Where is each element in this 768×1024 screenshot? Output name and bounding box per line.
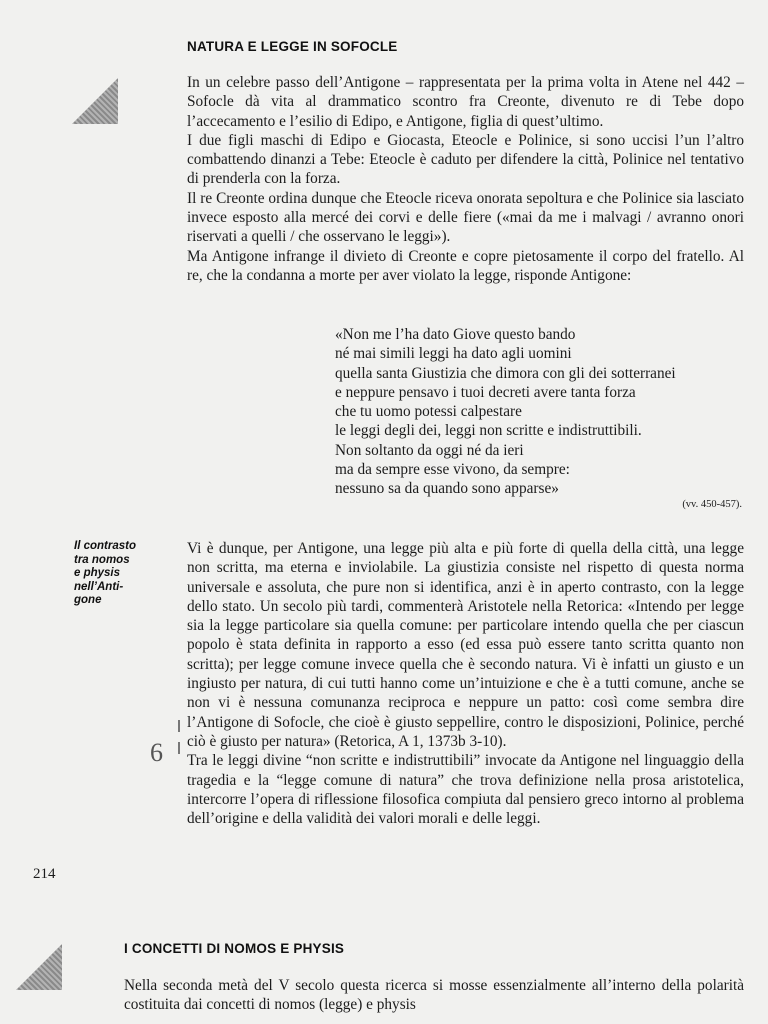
margin-note-line: e physis	[74, 567, 121, 580]
verse-quote	[335, 325, 755, 499]
section-heading: NATURA E LEGGE IN SOFOCLE	[187, 39, 398, 54]
paragraph: I due figli maschi di Edipo e Giocasta, Eteocle e Polinice, si sono uccisi l’un l’altro combattendo dinanzi a Tebe: Eteocle è caduto per difendere la città, Polinice nel tentativo di prenderla con la forza.	[187, 131, 744, 188]
margin-note-line: gone	[74, 594, 102, 607]
paragraph: Il re Creonte ordina dunque che Eteocle riceva onorata sepoltura e che Polinice sia lasciato invece esposto alla mercé dei corvi e delle fiere («mai da me i malvagi / avranno onori riservati a quelli / che osservano le leggi»).	[187, 189, 744, 246]
corner-marker-icon	[16, 944, 62, 990]
paragraph: Tra le leggi divine “non scritte e indistruttibili” invocate da Antigone nel linguaggio della tragedia e la “legge comune di natura” che trova definizione nella prosa aristotelica, intercorre l’opera di riflessione filosofica compiuta dal pensiero greco intorno al problema dell’origine e della validità dei valori morali e delle leggi.	[187, 752, 744, 828]
margin-note-line: tra nomos	[74, 553, 130, 566]
section-heading: I CONCETTI DI NOMOS E PHYSIS	[124, 941, 345, 956]
verse-line: nessuno sa da quando sono apparse»	[335, 480, 559, 498]
margin-note-line: nell’Anti-	[74, 580, 124, 593]
verse-citation: (vv. 450-457).	[682, 499, 742, 510]
corner-marker-icon	[72, 78, 118, 124]
verse-line: «Non me l’ha dato Giove questo bando	[335, 326, 576, 343]
section-body	[187, 73, 744, 285]
margin-note	[74, 540, 162, 608]
pencil-mark	[178, 742, 180, 754]
verse-line: né mai simili leggi ha dato agli uomini	[335, 345, 572, 363]
handwritten-annotation: 6	[150, 738, 163, 767]
paragraph: Nella seconda metà del V secolo questa ricerca si mosse essenzialmente all’interno della polarità costituita dai concetti di nomos (legge) e physis	[124, 977, 744, 1014]
verse-line: Non soltanto da oggi né da ieri	[335, 441, 524, 459]
margin-note-line: Il contrasto	[74, 540, 136, 552]
verse-line: quella santa Giustizia che dimora con gli dei sotterranei	[335, 364, 676, 382]
paragraph: Vi è dunque, per Antigone, una legge più alta e più forte di quella della città, una legge non scritta, ma eterna e inviolabile. La giustizia consiste nel rispetto di questa norma universale e assoluta, che pure non si identifica, anzi è in aperto contrasto, con la legge dello stato. Un secolo più tardi, commenterà Aristotele nella Retorica: «Intendo per legge sia la legge particolare sia quella comune: per particolare intendo quella che per ciascun popolo è stata definita in rapporto a esso (ed essa può essere tanto scritta quanto non scritta); per legge comune invece quella che è secondo natura. Vi è infatti un giusto e un ingiusto per natura, di cui tutti hanno come un’intuizione e che è a tutti comune, anche se non vi è nessuna comunanza reciproca e neppure un patto: così come sembra dire l’Antigone di Sofocle, che cioè è giusto seppellire, contro le disposizioni, Polinice, perché ciò è giusto per natura» (Retorica, A 1, 1373b 3-10).	[187, 540, 744, 750]
verse-line: ma da sempre esse vivono, da sempre:	[335, 461, 570, 479]
section-body	[187, 539, 744, 828]
paragraph: Ma Antigone infrange il divieto di Creonte e copre pietosamente il corpo del fratello. Al re, che la condanna a morte per aver violato la legge, risponde Antigone:	[187, 247, 744, 284]
section-body	[124, 976, 744, 1015]
verse-line: e neppure pensavo i tuoi decreti avere tanta forza	[335, 383, 636, 401]
page-number: 214	[33, 866, 56, 882]
pencil-mark	[178, 720, 180, 732]
verse-line: le leggi degli dei, leggi non scritte e indistruttibili.	[335, 422, 642, 440]
verse-line: che tu uomo potessi calpestare	[335, 403, 522, 421]
paragraph: In un celebre passo dell’Antigone – rappresentata per la prima volta in Atene nel 442 – Sofocle dà vita al drammatico scontro fra Creonte, divenuto re di Tebe dopo l’accecamento e l’esilio di Edipo, e Antigone, figlia di quest’ultimo.	[187, 74, 744, 130]
